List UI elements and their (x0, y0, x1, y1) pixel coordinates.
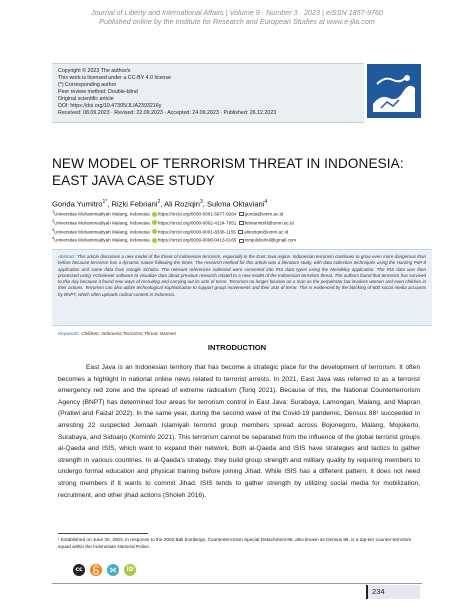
abstract-text: This article discusses a new model of the threat of Indonesian terrorism, especially in the East Java region. Indonesian terrorism continues to grow even more dangerous than before because terrorism has a dynamic nature following the times. The research method for this article was a literature study, with data collection techniques using the Harzing PoP 8 application and some data from Google Scholar. The relevant references collected were converted into RIS data types using the Mendeley application. The RIS data was then processed using VOSviewer software to visualize data about previous research related to a new model of the Indonesian terrorism threat. The authors found that terrorism has survived to this day because it found new ways of recruiting and carrying out its acts of terror. Terrorism no longer focuses on a man as the perpetrator but involves women and even children in their actions. Terrorism can also utilize technological sophistication to support group movements and their acts of terror. This is evidenced by the blocking of 600 social media accounts by BNPT, which often uploads radical content in Indonesia. (58, 254, 426, 297)
email-link[interactable]: febrianirizki@umm.ac.id (244, 220, 294, 226)
abstract-paragraph (58, 254, 426, 298)
affiliation-inst: Universitas Muhammadiyah Malang, Indonesia (54, 229, 150, 235)
orcid-icon (152, 238, 157, 243)
meta-doi[interactable]: DOI: https://doi.org/10.47305/JLIA2393216y (58, 103, 162, 109)
author-mark: 4 (264, 199, 268, 205)
journal-logo-icon (367, 64, 421, 118)
abstract-label: Abstract: (58, 254, 76, 259)
footnote: ¹ Established on June 30, 2003, in response to the 2002 Bali bombings, Counterterrorism Special Detachment 88, also known as Densus 88, is a top-tier counter-terrorism squad within the Indonesian National Police. (58, 537, 412, 550)
orcid-link[interactable]: https://orcid.org/0000-0001-5977-9264 (157, 211, 237, 217)
badge-row (73, 563, 136, 576)
affiliation-mark: 2 (52, 218, 55, 223)
article-meta-box (52, 63, 364, 123)
affiliation-mark: 3 (52, 227, 55, 232)
abstract-box (52, 249, 432, 326)
cc-icon[interactable]: cc (73, 564, 85, 576)
orcid-link[interactable]: https://orcid.org/0009-0008-0413-6165 (157, 238, 237, 244)
affiliation-item (52, 235, 432, 244)
page-number: 234 (368, 585, 420, 599)
journal-header (0, 8, 474, 26)
footnote-divider (58, 533, 148, 534)
footer-divider (52, 583, 422, 584)
affiliation-item (52, 227, 432, 236)
affiliation-item (52, 218, 432, 227)
author-mark: 2 (157, 199, 161, 205)
open-access-icon[interactable] (90, 564, 102, 576)
affiliation-inst: Universitas Muhammadiyah Malang, Indonesia (54, 238, 150, 244)
author-name: Gonda Yumitro (52, 199, 103, 209)
journal-title-line: Journal of Liberty and International Affairs | Volume 9 · Number 3 · 2023 | eISSN 1857-9760 (90, 8, 384, 17)
orcid-link[interactable]: https://orcid.org/0000-0001-8336-1155 (157, 229, 236, 235)
affiliation-inst: Universitas Muhammadiyah Malang, Indonesia (54, 220, 150, 226)
orcid-icon[interactable]: iD (124, 564, 136, 576)
orcid-icon (152, 220, 157, 225)
keywords-label: Keywords: (58, 331, 80, 336)
affiliation-mark: 1 (52, 210, 55, 214)
meta-peer-review: Peer review method: Double-blind (58, 89, 138, 95)
author-mark: 1* (102, 199, 108, 205)
author-list: Gonda Yumitro$^{1*}$, Rizki Febriani$^2$, Ali Roziqin$^3$, Sukma Oktaviani$^4$ (52, 199, 268, 209)
orcid-icon (152, 212, 157, 217)
author-mark: 3 (199, 199, 203, 205)
meta-corresponding: (*) Corresponding author (58, 82, 117, 88)
meta-article-type: Original scientific article (58, 96, 114, 102)
affiliation-inst: Universitas Muhammadiyah Malang, Indonesia (54, 211, 150, 217)
mail-icon (239, 239, 244, 243)
keywords-line (58, 330, 176, 337)
article-title: NEW MODEL OF TERRORISM THREAT IN INDONESIA: EAST JAVA CASE STUDY (52, 156, 404, 188)
author-name: Rizki Febriani (111, 199, 158, 209)
journal-publisher-line: Published online by the Institute for Research and European Studies at www.e-jlia.com (99, 17, 375, 26)
keywords-text: Children; Indonesia;Terrorism;Threat; Women (81, 331, 177, 336)
email-link[interactable]: gonda@umm.ac.id (244, 211, 284, 217)
affiliation-mark: 4 (52, 236, 55, 241)
body-paragraph: East Java is an Indonesian territory that has become a strategic place for the development of terrorism. It often becomes a highlight in national online news related to terrorist arrests. In 2021, East Java was referred to as a terrorist emergency red zone and the spread of extreme radicalism (Toriq 2021). Because of this, the National Counterterrorism Agency (BNPT) has determined four areas for terrorism control in East Java: Surabaya, Lamongan, Malang, and Mapran (Pratiwi and Faizal 2022). In the same year, during the second wave of the Covid-19 pandemic, Densus 88¹ succeeded in arresting 22 suspected Jemaah Islamiyah terrorist group members spread across Bojonegoro, Malang, Mojokerto, Surabaya, and Sidoarjo (Kominfo 2021). This terrorism cannot be separated from the influence of the global terrorist groups al-Qaeda and ISIS, which want to expand their network. Both al-Qaeda and ISIS have strategies and tactics to gather strength in various countries. In al-Qaeda's strategy, they build group strength and military quality by requiring members to undergo formal education and physical training before joining Jihad. While ISIS has a different pattern, it does not need strong members if it wants to commit Jihad. ISIS tends to gather strength by utilizing social media for mobilization, recruitment, and other jihad actions (Sholeh 2016). (58, 364, 420, 499)
crossref-icon[interactable] (107, 564, 119, 576)
meta-copyright: Copyright © 2023 The author/s (58, 68, 131, 74)
section-heading: INTRODUCTION (207, 343, 267, 352)
mail-icon (238, 230, 243, 234)
orcid-link[interactable]: https://orcid.org/0000-0002-4124-7651 (157, 220, 237, 226)
meta-license: This work is licensed under a CC-BY 4.0 license (58, 75, 171, 81)
affiliation-list (52, 209, 432, 244)
author-name: Ali Roziqin (164, 199, 200, 209)
orcid-icon (152, 229, 157, 234)
affiliation-item (52, 209, 432, 218)
email-link[interactable]: aliroziqin@umm.ac.id (244, 229, 289, 235)
meta-dates: Received: 08.09.2023 · Revised: 22.09.2023 · Accepted: 24.09.2023 · Published: 26.12.2023 (58, 110, 277, 116)
mail-icon (239, 221, 244, 225)
mail-icon (239, 212, 244, 216)
email-link[interactable]: mrsjulubuhul@gmail.com (244, 238, 297, 244)
author-name: Sukma Oktaviani (206, 199, 265, 209)
